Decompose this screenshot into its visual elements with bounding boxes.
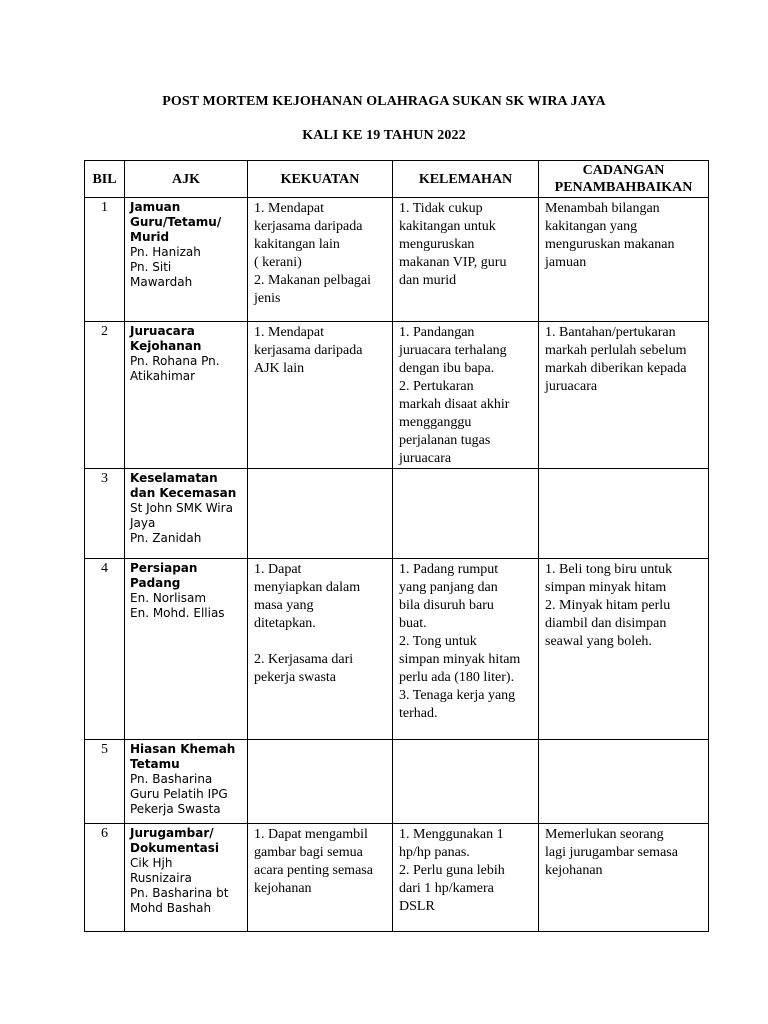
kekuatan-line: AJK lain: [254, 361, 305, 376]
kekuatan-line: menyiapkan dalam: [254, 580, 361, 595]
table-row: [85, 559, 709, 740]
cell-ajk: [125, 469, 248, 559]
kelemahan-line: mengganggu: [399, 415, 472, 430]
cell-ajk: [125, 740, 248, 824]
cadangan-line: simpan minyak hitam: [545, 580, 667, 595]
cell-bil: 4: [85, 559, 125, 740]
kelemahan-line: terhad.: [399, 706, 438, 721]
cell-bil: 5: [85, 740, 125, 824]
ajk-role-line: Juruacara: [130, 324, 195, 338]
table-header-row: [85, 161, 709, 198]
header-bil: BIL: [85, 161, 125, 198]
cell-kekuatan: [248, 824, 393, 932]
kekuatan-line: pekerja swasta: [254, 670, 337, 685]
kelemahan-line: markah disaat akhir: [399, 397, 510, 412]
ajk-role-line: dan Kecemasan: [130, 486, 237, 500]
kelemahan-line: 2. Tong untuk: [399, 634, 477, 649]
kekuatan-line: kejohanan: [254, 881, 312, 896]
kekuatan-line: ( kerani): [254, 255, 302, 270]
cadangan-line: 1. Beli tong biru untuk: [545, 562, 673, 577]
header-cadangan: [539, 161, 709, 198]
post-mortem-table: [84, 160, 709, 932]
document-subtitle: KALI KE 19 TAHUN 2022: [302, 128, 466, 143]
kelemahan-line: yang panjang dan: [399, 580, 498, 595]
cell-bil: 3: [85, 469, 125, 559]
cadangan-line: 1. Bantahan/pertukaran: [545, 325, 676, 340]
cadangan-line: Memerlukan seorang: [545, 827, 664, 842]
kelemahan-line: kakitangan untuk: [399, 219, 496, 234]
ajk-role-line: Dokumentasi: [130, 841, 220, 855]
cell-ajk: [125, 559, 248, 740]
kekuatan-line: kerjasama daripada: [254, 343, 363, 358]
ajk-role-line: Jurugambar/: [130, 826, 214, 840]
cell-kekuatan: [248, 322, 393, 469]
ajk-member-line: Pn. Basharina: [130, 772, 213, 786]
kekuatan-line: acara penting semasa: [254, 863, 373, 878]
cadangan-line: 2. Minyak hitam perlu: [545, 598, 671, 613]
ajk-role-line: Tetamu: [130, 757, 180, 771]
ajk-member-line: Pn. Siti: [130, 260, 172, 274]
cell-kekuatan: [248, 559, 393, 740]
table-row: [85, 322, 709, 469]
ajk-member-line: Mawardah: [130, 275, 193, 289]
ajk-role-line: Keselamatan: [130, 471, 218, 485]
kelemahan-line: bila disuruh baru: [399, 598, 494, 613]
cell-kelemahan: [393, 559, 539, 740]
kelemahan-line: simpan minyak hitam: [399, 652, 521, 667]
table-row: [85, 824, 709, 932]
cell-bil: 6: [85, 824, 125, 932]
cell-kekuatan: [248, 469, 393, 559]
ajk-member-line: Rusnizaira: [130, 871, 192, 885]
ajk-member-line: Atikahimar: [130, 369, 196, 383]
kelemahan-line: dan murid: [399, 273, 457, 288]
kekuatan-line: kakitangan lain: [254, 237, 340, 252]
kelemahan-line: 2. Pertukaran: [399, 379, 474, 394]
cell-cadangan: [539, 824, 709, 932]
kekuatan-line: 2. Makanan pelbagai: [254, 273, 372, 288]
kelemahan-line: dari 1 hp/kamera: [399, 881, 494, 896]
cadangan-line: markah perlulah sebelum: [545, 343, 687, 358]
header-kekuatan: KEKUATAN: [248, 161, 393, 198]
cell-ajk: [125, 198, 248, 322]
cell-bil: 2: [85, 322, 125, 469]
ajk-role-line: Murid: [130, 230, 170, 244]
cell-kekuatan: [248, 740, 393, 824]
cadangan-line: juruacara: [545, 379, 598, 394]
cell-ajk: [125, 322, 248, 469]
cell-cadangan: [539, 559, 709, 740]
cell-cadangan: [539, 198, 709, 322]
kelemahan-line: 2. Perlu guna lebih: [399, 863, 505, 878]
ajk-role-line: Persiapan: [130, 561, 198, 575]
cell-ajk: [125, 824, 248, 932]
cell-cadangan: [539, 322, 709, 469]
kelemahan-line: buat.: [399, 616, 427, 631]
cell-bil: 1: [85, 198, 125, 322]
cadangan-line: jamuan: [545, 255, 587, 270]
header-ajk: AJK: [125, 161, 248, 198]
kelemahan-line: 1. Padang rumput: [399, 562, 499, 577]
ajk-role-line: Jamuan: [130, 200, 181, 214]
ajk-member-line: Pekerja Swasta: [130, 802, 221, 816]
kekuatan-line: ditetapkan.: [254, 616, 316, 631]
kekuatan-line: jenis: [254, 291, 281, 306]
cell-kelemahan: [393, 198, 539, 322]
ajk-member-line: Mohd Bashah: [130, 901, 212, 915]
kelemahan-line: 1. Tidak cukup: [399, 201, 483, 216]
kelemahan-line: hp/hp panas.: [399, 845, 470, 860]
kekuatan-line: 1. Mendapat: [254, 325, 324, 340]
cadangan-line: menguruskan makanan: [545, 237, 675, 252]
kekuatan-line: masa yang: [254, 598, 314, 613]
cadangan-line: lagi jurugambar semasa: [545, 845, 678, 860]
kelemahan-line: perjalanan tugas: [399, 433, 491, 448]
cadangan-line: Menambah bilangan: [545, 201, 660, 216]
header-cadangan-line1: CADANGAN: [582, 163, 665, 178]
ajk-member-line: Pn. Basharina bt: [130, 886, 229, 900]
kelemahan-line: dengan ibu bapa.: [399, 361, 495, 376]
ajk-member-line: En. Mohd. Ellias: [130, 606, 225, 620]
header-cadangan-line2: PENAMBAHBAIKAN: [554, 180, 693, 195]
table-row: [85, 198, 709, 322]
ajk-role-line: Padang: [130, 576, 181, 590]
ajk-member-line: Jaya: [130, 516, 156, 530]
kekuatan-line: gambar bagi semua: [254, 845, 363, 860]
ajk-member-line: St John SMK Wira: [130, 501, 233, 515]
kelemahan-line: 1. Pandangan: [399, 325, 475, 340]
kelemahan-line: 3. Tenaga kerja yang: [399, 688, 516, 703]
cadangan-line: kejohanan: [545, 863, 603, 878]
ajk-role-line: Kejohanan: [130, 339, 202, 353]
ajk-member-line: Cik Hjh: [130, 856, 173, 870]
ajk-member-line: Guru Pelatih IPG: [130, 787, 228, 801]
cell-cadangan: [539, 469, 709, 559]
ajk-member-line: Pn. Hanizah: [130, 245, 201, 259]
cadangan-line: diambil dan disimpan: [545, 616, 667, 631]
ajk-member-line: Pn. Rohana Pn.: [130, 354, 220, 368]
ajk-member-line: Pn. Zanidah: [130, 531, 202, 545]
kelemahan-line: juruacara terhalang: [399, 343, 507, 358]
kekuatan-line: 1. Dapat: [254, 562, 302, 577]
cadangan-line: seawal yang boleh.: [545, 634, 652, 649]
ajk-member-line: En. Norlisam: [130, 591, 207, 605]
cell-kelemahan: [393, 469, 539, 559]
kekuatan-line: 1. Dapat mengambil: [254, 827, 368, 842]
kelemahan-line: 1. Menggunakan 1: [399, 827, 504, 842]
cell-cadangan: [539, 740, 709, 824]
ajk-role-line: Guru/Tetamu/: [130, 215, 222, 229]
cell-kekuatan: [248, 198, 393, 322]
header-kelemahan: KELEMAHAN: [393, 161, 539, 198]
cell-kelemahan: [393, 740, 539, 824]
kelemahan-line: menguruskan: [399, 237, 475, 252]
kekuatan-line: 1. Mendapat: [254, 201, 324, 216]
document-title: POST MORTEM KEJOHANAN OLAHRAGA SUKAN SK WIRA JAYA: [162, 94, 606, 109]
kekuatan-line: kerjasama daripada: [254, 219, 363, 234]
table-row: [85, 740, 709, 824]
table-row: [85, 469, 709, 559]
kelemahan-line: juruacara: [399, 451, 452, 466]
cell-kelemahan: [393, 322, 539, 469]
cadangan-line: kakitangan yang: [545, 219, 638, 234]
cell-kelemahan: [393, 824, 539, 932]
kekuatan-line: 2. Kerjasama dari: [254, 652, 354, 667]
ajk-role-line: Hiasan Khemah: [130, 742, 236, 756]
blank-line: [254, 633, 388, 651]
kelemahan-line: makanan VIP, guru: [399, 255, 507, 270]
kelemahan-line: perlu ada (180 liter).: [399, 670, 515, 685]
kelemahan-line: DSLR: [399, 899, 435, 914]
cadangan-line: markah diberikan kepada: [545, 361, 687, 376]
